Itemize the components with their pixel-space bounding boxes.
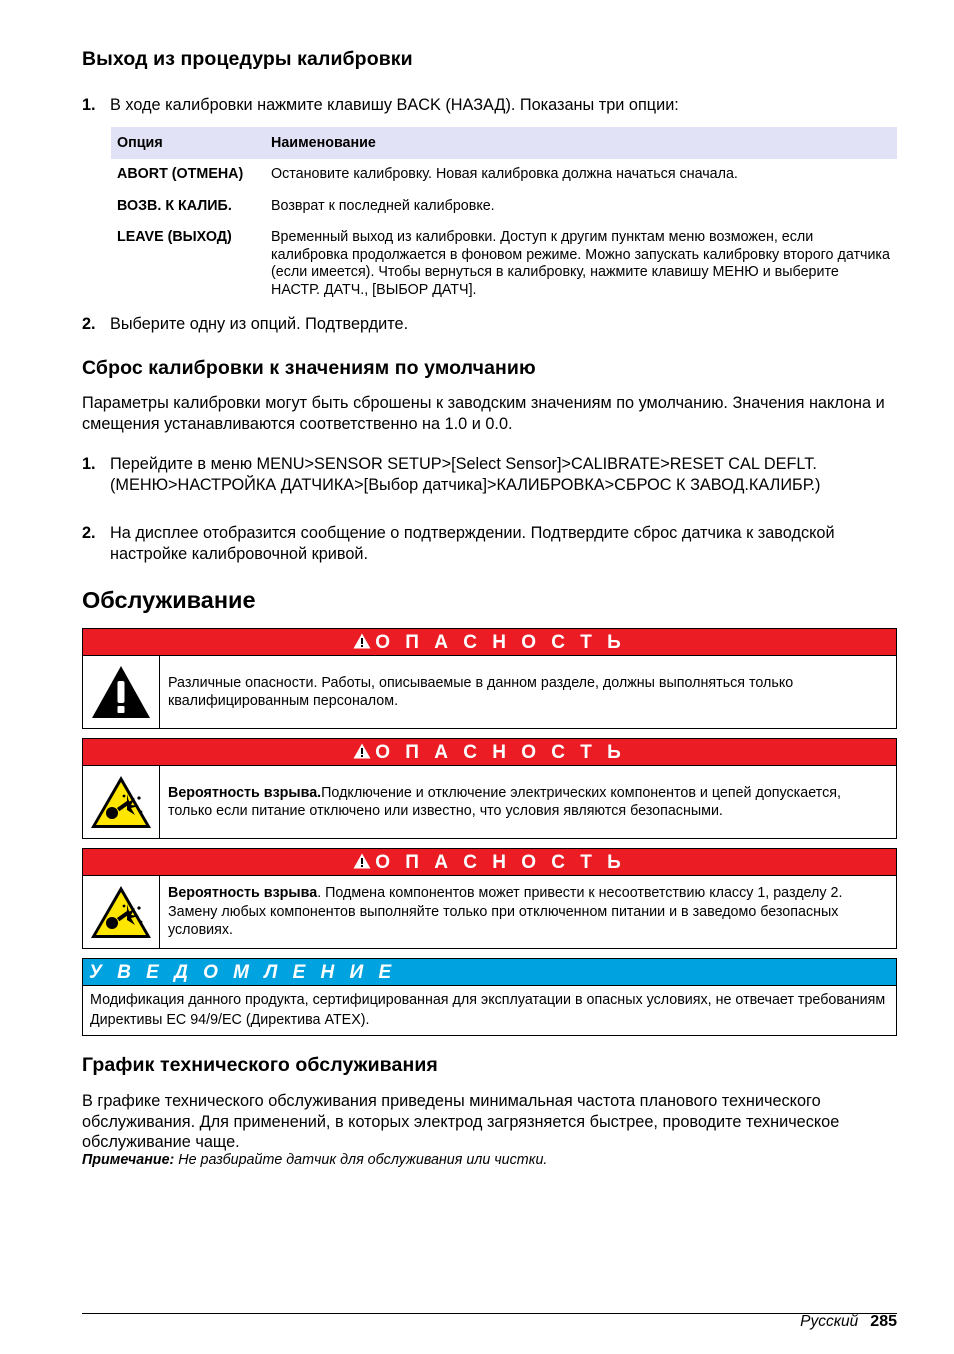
explosion-icon-cell	[83, 766, 160, 838]
description-cell: Возврат к последней калибровке.	[271, 197, 495, 214]
options-table	[111, 127, 897, 305]
reset-step-1	[82, 454, 897, 495]
step-text: В ходе калибровки нажмите клавишу BACK (НАЗАД). Показаны три опции:	[110, 96, 679, 114]
danger-message	[160, 876, 896, 948]
danger-box-general	[82, 628, 897, 729]
notice-message: Модификация данного продукта, сертифицированная для эксплуатации в опасных условиях, не отвечает требованиям Директивы EC 94/9/EC (Директива ATEX).	[90, 992, 886, 1028]
danger-box-explosion-1	[82, 738, 897, 839]
warning-icon-cell	[83, 656, 160, 728]
column-header-option: Опция	[111, 127, 265, 159]
danger-header	[83, 849, 896, 876]
danger-label: О П А С Н О С Т Ь	[375, 742, 626, 763]
step-text: Выберите одну из опций. Подтвердите.	[110, 315, 409, 333]
danger-text: . Подмена компонентов может привести к несоответствию классу 1, разделу 2. Замену любых компонентов выполняйте только при отключенном питании и в заведомо безопасных условиях.	[168, 885, 843, 939]
table-row	[111, 190, 897, 222]
option-cell: ВОЗВ. К КАЛИБ.	[117, 197, 232, 214]
description-cell: Временный выход из калибровки. Доступ к другим пунктам меню возможен, если калибровка продолжается в фоновом режиме. Можно запускать калибровку второго датчика (если имеется). Чтобы вернуться в калибровку, нажмите клавишу МЕНЮ и выберите НАСТР. ДАТЧ., [ВЫБОР ДАТЧ].	[271, 229, 890, 298]
note-text: Не разбирайте датчик для обслуживания или чистки.	[174, 1152, 548, 1168]
explosion-icon-cell	[83, 876, 160, 948]
footer-divider	[82, 1313, 897, 1314]
step-number: 2.	[82, 524, 96, 542]
reset-calibration-heading: Сброс калибровки к значениям по умолчанию	[82, 357, 536, 379]
reset-paragraph: Параметры калибровки могут быть сброшены к заводским значениям по умолчанию. Значения наклона и смещения устанавливаются соответственно на 1.0 и 0.0.	[82, 394, 885, 433]
schedule-paragraph: В графике технического обслуживания приведены минимальная частота планового технического обслуживания. Для применений, в которых электрод загрязняется быстрее, проводите техническое обслуживание чаще.	[82, 1092, 840, 1151]
maintenance-schedule-heading: График технического обслуживания	[82, 1054, 438, 1076]
danger-label: О П А С Н О С Т Ь	[375, 852, 626, 873]
step-text: Перейдите в меню MENU>SENSOR SETUP>[Select Sensor]>CALIBRATE>RESET CAL DEFLT. (МЕНЮ>НАСТРОЙКА ДАТЧИКА>[Выбор датчика]>КАЛИБРОВКА>СБРОС К ЗАВОД.КАЛИБР.)	[110, 455, 821, 494]
warning-icon	[353, 633, 371, 649]
danger-header	[83, 739, 896, 766]
danger-message: Различные опасности. Работы, описываемые в данном разделе, должны выполняться только квалифицированным персоналом.	[168, 674, 794, 709]
column-header-name: Наименование	[265, 127, 897, 159]
step-number: 1.	[82, 455, 96, 473]
explosion-icon	[89, 774, 153, 830]
description-cell: Остановите калибровку. Новая калибровка должна начаться сначала.	[271, 166, 738, 182]
page-number: 285	[870, 1313, 897, 1330]
danger-message	[160, 766, 896, 838]
danger-text: Подключение и отключение электрических компонентов и цепей допускается, только если питание отключено или известно, что условия являются безопасными.	[168, 784, 841, 819]
footer-language: Русский	[800, 1313, 859, 1330]
option-cell: LEAVE (ВЫХОД)	[117, 229, 232, 245]
option-cell: ABORT (ОТМЕНА)	[117, 166, 244, 182]
exit-step-2	[82, 314, 897, 335]
danger-label: О П А С Н О С Т Ь	[375, 632, 626, 653]
danger-box-explosion-2	[82, 848, 897, 949]
notice-header: У В Е Д О М Л Е Н И Е	[83, 959, 896, 986]
warning-icon	[90, 664, 152, 720]
maintenance-heading: Обслуживание	[82, 587, 256, 613]
exit-calibration-heading: Выход из процедуры калибровки	[82, 48, 413, 70]
note	[82, 1152, 547, 1168]
warning-icon	[353, 743, 371, 759]
table-row	[111, 159, 897, 190]
notice-box	[82, 958, 897, 1036]
exit-step-1	[82, 95, 897, 116]
page-footer	[800, 1313, 897, 1331]
step-number: 2.	[82, 315, 96, 333]
step-text: На дисплее отобразится сообщение о подтверждении. Подтвердите сброс датчика к заводской настройке калибровочной кривой.	[110, 524, 835, 563]
table-header-row	[111, 127, 897, 159]
note-label: Примечание:	[82, 1152, 175, 1168]
step-number: 1.	[82, 96, 96, 114]
reset-step-2	[82, 523, 897, 564]
danger-bold-label: Вероятность взрыва.	[168, 784, 322, 801]
explosion-icon	[89, 884, 153, 940]
danger-bold-label: Вероятность взрыва	[168, 885, 318, 902]
warning-icon	[353, 853, 371, 869]
table-row	[111, 221, 897, 305]
danger-header	[83, 629, 896, 656]
